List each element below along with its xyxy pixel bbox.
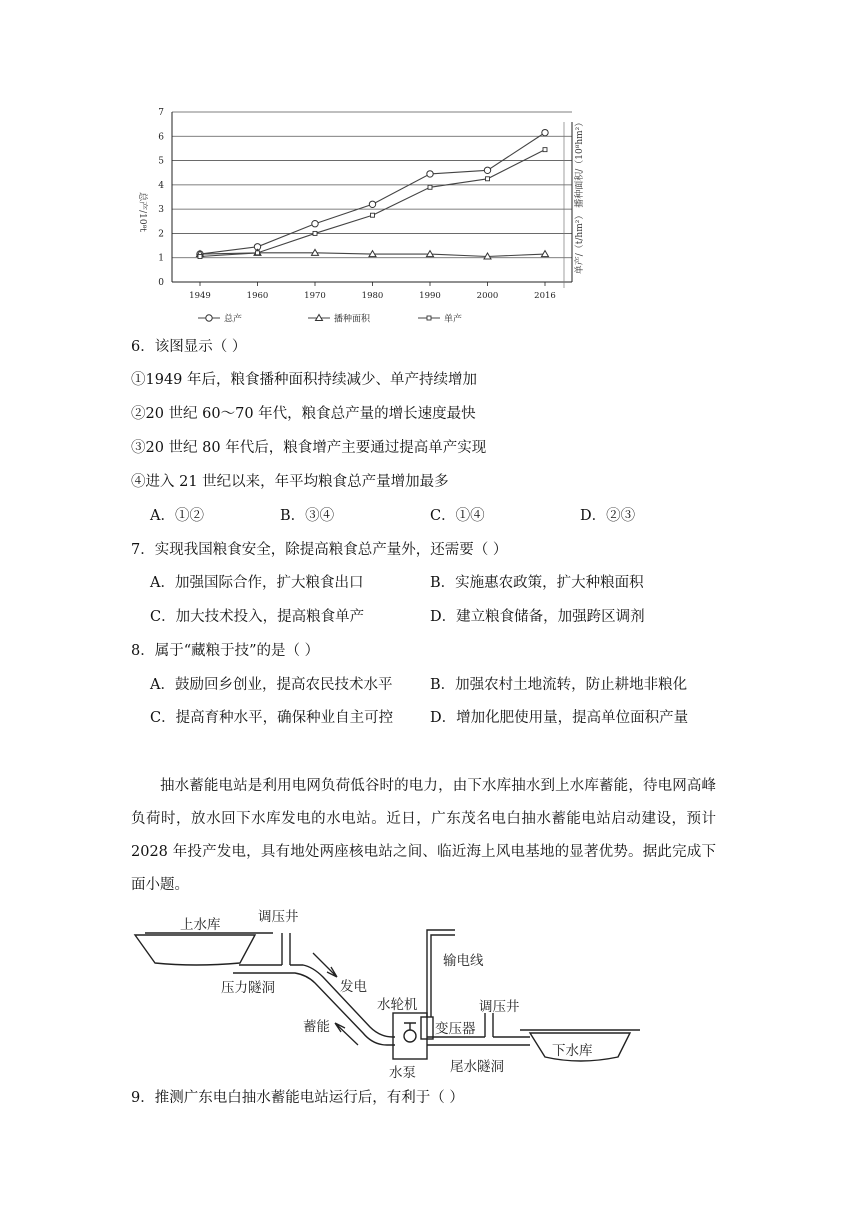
label-generate: 发电 (340, 979, 367, 995)
chart-axes (158, 108, 572, 301)
x-tick-label: 1980 (361, 291, 384, 301)
q8-option-b[interactable]: B．加强农村土地流转，防止耕地非粮化 (430, 677, 688, 693)
passage: 抽水蓄能电站是利用电网负荷低谷时的电力，由下水库抽水到上水库蓄能，待电网高峰负荷时，放水回下水库发电的水电站。近日，广东茂名电白抽水蓄能电站启动建设，预计2028 年投产发电，具有地处两座核电站之间、临近海上风电基地的显著优势。据此完成下面小题。 (131, 778, 716, 893)
label-surge-shaft-1: 调压井 (258, 909, 299, 925)
x-tick-label: 1990 (419, 291, 441, 301)
label-lower-reservoir: 下水库 (552, 1043, 593, 1059)
x-tick-label: 2016 (534, 291, 556, 301)
label-transformer: 变压器 (435, 1021, 476, 1037)
series-3-point (428, 185, 432, 189)
y-tick-label: 0 (158, 278, 164, 288)
series-3-point (313, 231, 317, 235)
x-tick-label: 2000 (476, 291, 499, 301)
q6-item-3: ③20 世纪 80 年代后，粮食增产主要通过提高单产实现 (131, 440, 487, 456)
q6-option-a[interactable]: A．①② (150, 508, 204, 524)
label-transmission-line: 输电线 (443, 953, 484, 969)
grain-chart (120, 100, 600, 332)
pumped-storage-diagram (125, 905, 655, 1080)
series-2-point (542, 251, 549, 257)
q8-option-a[interactable]: A．鼓励回乡创业，提高农民技术水平 (150, 677, 393, 693)
y-tick-label: 7 (158, 108, 164, 118)
series-3-point (486, 177, 490, 181)
q7-option-a[interactable]: A．加强国际合作，扩大粮食出口 (150, 575, 364, 591)
q6-option-c[interactable]: C．①④ (430, 508, 485, 524)
y-tick-label: 3 (158, 205, 164, 216)
x-tick-label: 1970 (304, 291, 326, 301)
q8-option-d[interactable]: D．增加化肥使用量，提高单位面积产量 (430, 710, 689, 726)
series-1-point (369, 201, 375, 207)
q9-stem: 9．推测广东电白抽水蓄能电站运行后，有利于（ ） (131, 1090, 464, 1106)
y-tick-label: 2 (158, 229, 164, 240)
y-axis-label-left: 总产/10⁸t (137, 192, 147, 232)
series-3-point (371, 213, 375, 217)
series-1-point (542, 129, 548, 135)
label-store: 蓄能 (303, 1019, 330, 1035)
label-upper-reservoir: 上水库 (180, 917, 221, 933)
legend-marker (427, 316, 431, 320)
upper-reservoir-shape (135, 935, 255, 965)
x-tick-label: 1949 (189, 291, 211, 301)
label-surge-shaft-2: 调压井 (479, 999, 520, 1015)
y-tick-label: 6 (158, 132, 164, 143)
label-tailwater-tunnel: 尾水隧洞 (450, 1059, 504, 1075)
turbine-pump-housing (393, 1013, 427, 1059)
y-tick-label: 4 (158, 180, 164, 191)
q6-item-4: ④进入 21 世纪以来，年平均粮食总产量增加最多 (131, 474, 449, 490)
label-pressure-tunnel: 压力隧洞 (221, 980, 275, 996)
q7-option-c[interactable]: C．加大技术投入，提高粮食单产 (150, 609, 365, 625)
q6-item-2: ②20 世纪 60～70 年代，粮食总产量的增长速度最快 (131, 406, 476, 422)
legend-label: 单产 (444, 314, 463, 325)
q7-option-b[interactable]: B．实施惠农政策，扩大种粮面积 (430, 575, 644, 591)
surge-shaft-1-shape (282, 933, 290, 965)
q6-item-1: ①1949 年后，粮食播种面积持续减少、单产持续增加 (131, 372, 478, 388)
label-pump: 水泵 (389, 1065, 416, 1080)
y-tick-label: 1 (158, 253, 164, 264)
q6-option-d[interactable]: D．②③ (580, 508, 636, 524)
q8-option-c[interactable]: C．提高育种水平，确保种业自主可控 (150, 710, 394, 726)
series-line-1 (200, 133, 545, 254)
series-1-point (484, 167, 490, 173)
y-axis-label-right: 单产/（t/hm²） 播种面积/（10⁸hm²） (575, 117, 585, 275)
chart-series (197, 129, 549, 259)
chart-grid (172, 112, 572, 258)
label-turbine: 水轮机 (377, 997, 418, 1013)
series-1-point (427, 171, 433, 177)
store-arrow (335, 1023, 358, 1045)
series-3-point (256, 251, 260, 255)
legend-label: 播种面积 (334, 314, 371, 325)
transmission-line-shape (427, 930, 455, 1017)
series-3-point (543, 148, 547, 152)
q6-option-b[interactable]: B．③④ (280, 508, 335, 524)
generate-arrow (313, 953, 337, 977)
q7-stem: 7．实现我国粮食安全，除提高粮食总产量外，还需要（ ） (131, 542, 508, 558)
chart-legend (198, 313, 462, 325)
q6-stem: 6．该图显示（ ） (131, 339, 247, 355)
legend-marker (206, 315, 212, 321)
series-3-point (198, 255, 202, 259)
y-tick-label: 5 (158, 156, 164, 167)
surge-shaft-2-shape (485, 1013, 493, 1037)
q7-option-d[interactable]: D．建立粮食储备，加强跨区调剂 (430, 609, 645, 625)
tailwater-tunnel-shape (427, 1037, 530, 1045)
q8-stem: 8．属于“藏粮于技”的是（ ） (131, 643, 320, 659)
legend-label: 总产 (224, 314, 243, 325)
series-1-point (312, 221, 318, 227)
x-tick-label: 1960 (246, 291, 269, 301)
